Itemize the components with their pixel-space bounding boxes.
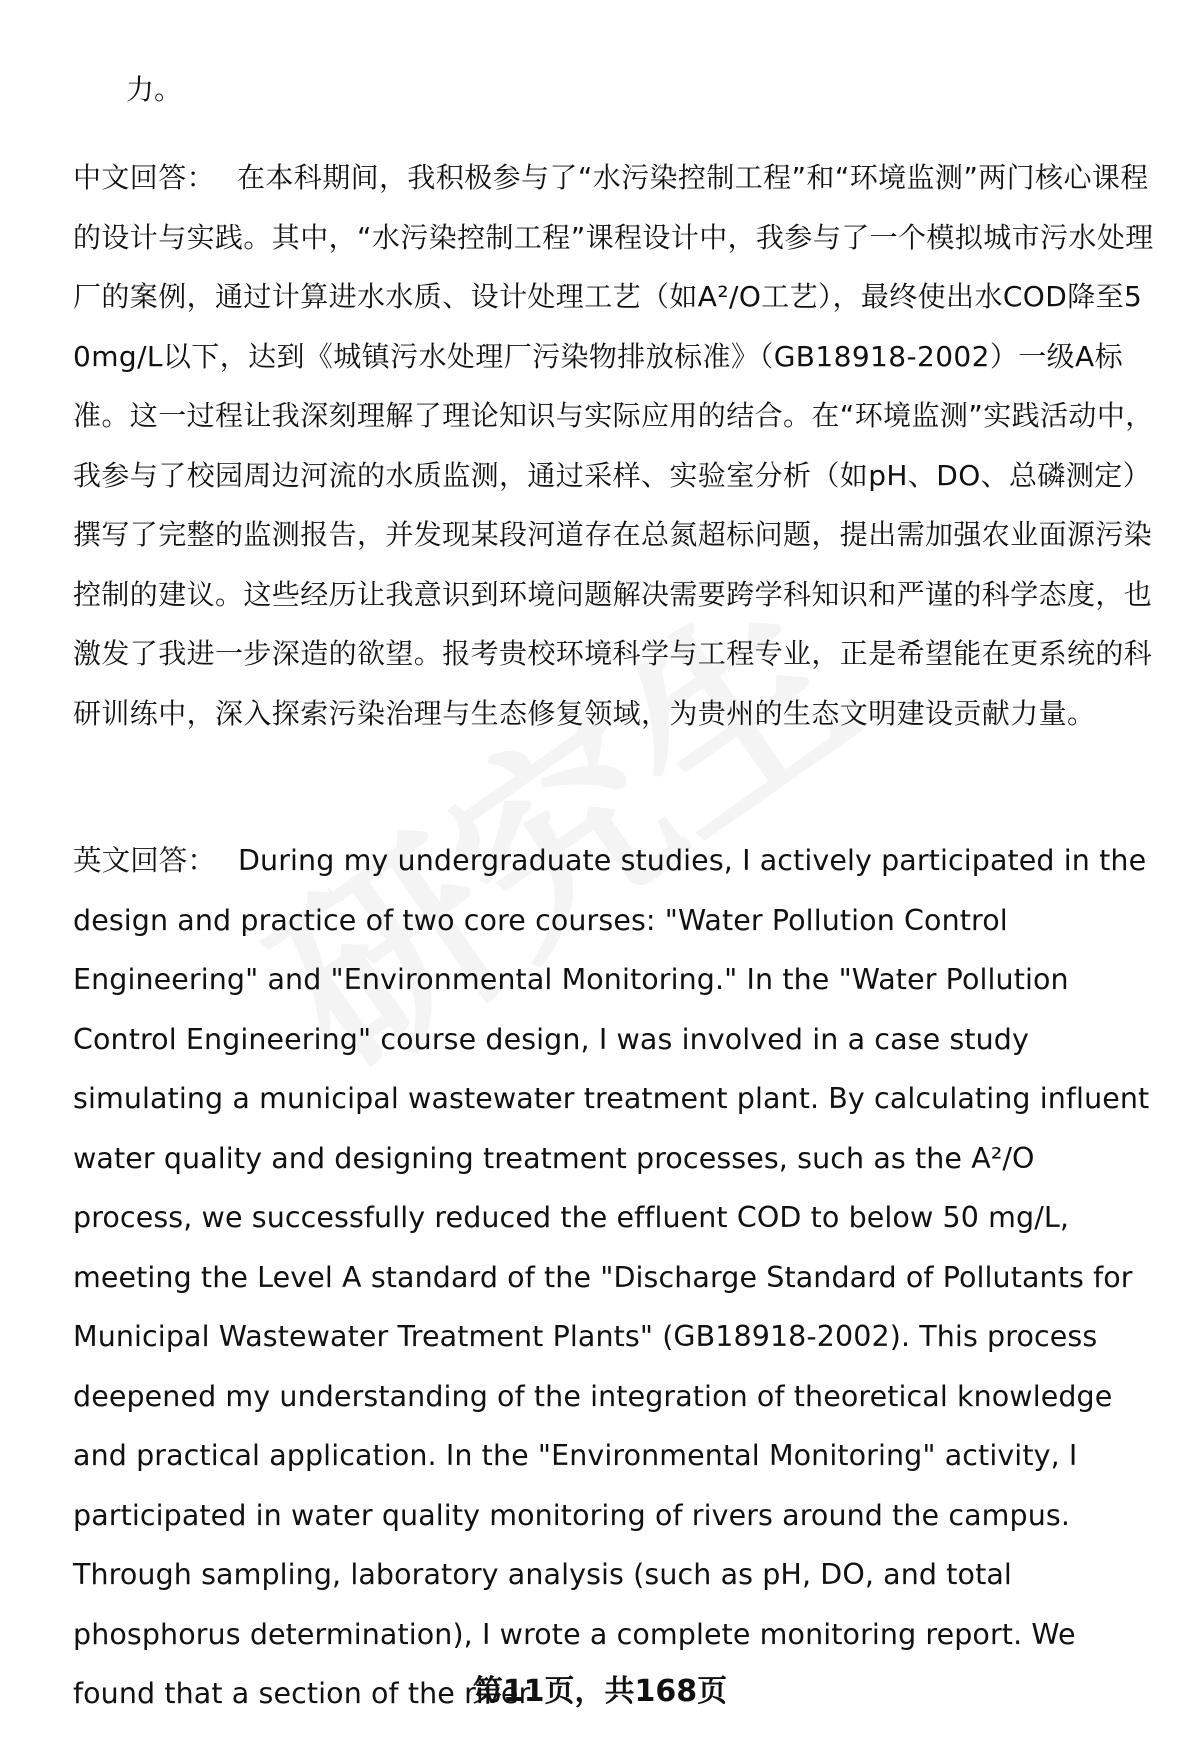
chinese-answer-label: 中文回答：	[73, 161, 216, 194]
continuation-text: 力。	[126, 73, 183, 106]
chinese-answer-paragraph	[73, 148, 1158, 743]
page-number-footer: 第11页，共168页	[472, 1674, 728, 1709]
english-answer-label: 英文回答：	[73, 844, 217, 877]
chinese-answer-text: 在本科期间，我积极参与了“水污染控制工程”和“环境监测”两门核心课程的设计与实践。其中，“水污染控制工程”课程设计中，我参与了一个模拟城市污水处理厂的案例，通过计算进水水质、设计处理工艺（如A²/O工艺），最终使出水COD降至50mg/L以下，达到《城镇污水处理厂污染物排放标准》（GB18918-2002）一级A标准。这一过程让我深刻理解了理论知识与实际应用的结合。在“环境监测”实践活动中，我参与了校园周边河流的水质监测，通过采样、实验室分析（如pH、DO、总磷测定）撰写了完整的监测报告，并发现某段河道存在总氮超标问题，提出需加强农业面源污染控制的建议。这些经历让我意识到环境问题解决需要跨学科知识和严谨的科学态度，也激发了我进一步深造的欲望。报考贵校环境科学与工程专业，正是希望能在更系统的科研训练中，深入探索污染治理与生态修复领域，为贵州的生态文明建设贡献力量。	[73, 161, 1154, 730]
english-answer-paragraph	[73, 831, 1158, 1724]
english-answer-text: During my undergraduate studies, I actively participated in the design and practice of two core courses: "Water Pollution Control Engineering" and "Environmental Monitoring." In the "Water Pollution Control Engineering" course design, I was involved in a case study simulating a municipal wastewater treatment plant. By calculating influent water quality and designing treatment processes, such as the A²/O process, we successfully reduced the effluent COD to below 50 mg/L, meeting the Level A standard of the "Discharge Standard of Pollutants for Municipal Wastewater Treatment Plants" (GB18918-2002). This process deepened my understanding of the integration of theoretical knowledge and practical application. In the "Environmental Monitoring" activity, I participated in water quality monitoring of rivers around the campus. Through sampling, laboratory analysis (such as pH, DO, and total phosphorus determination), I wrote a complete monitoring report. We found that a section of the river	[73, 844, 1150, 1710]
